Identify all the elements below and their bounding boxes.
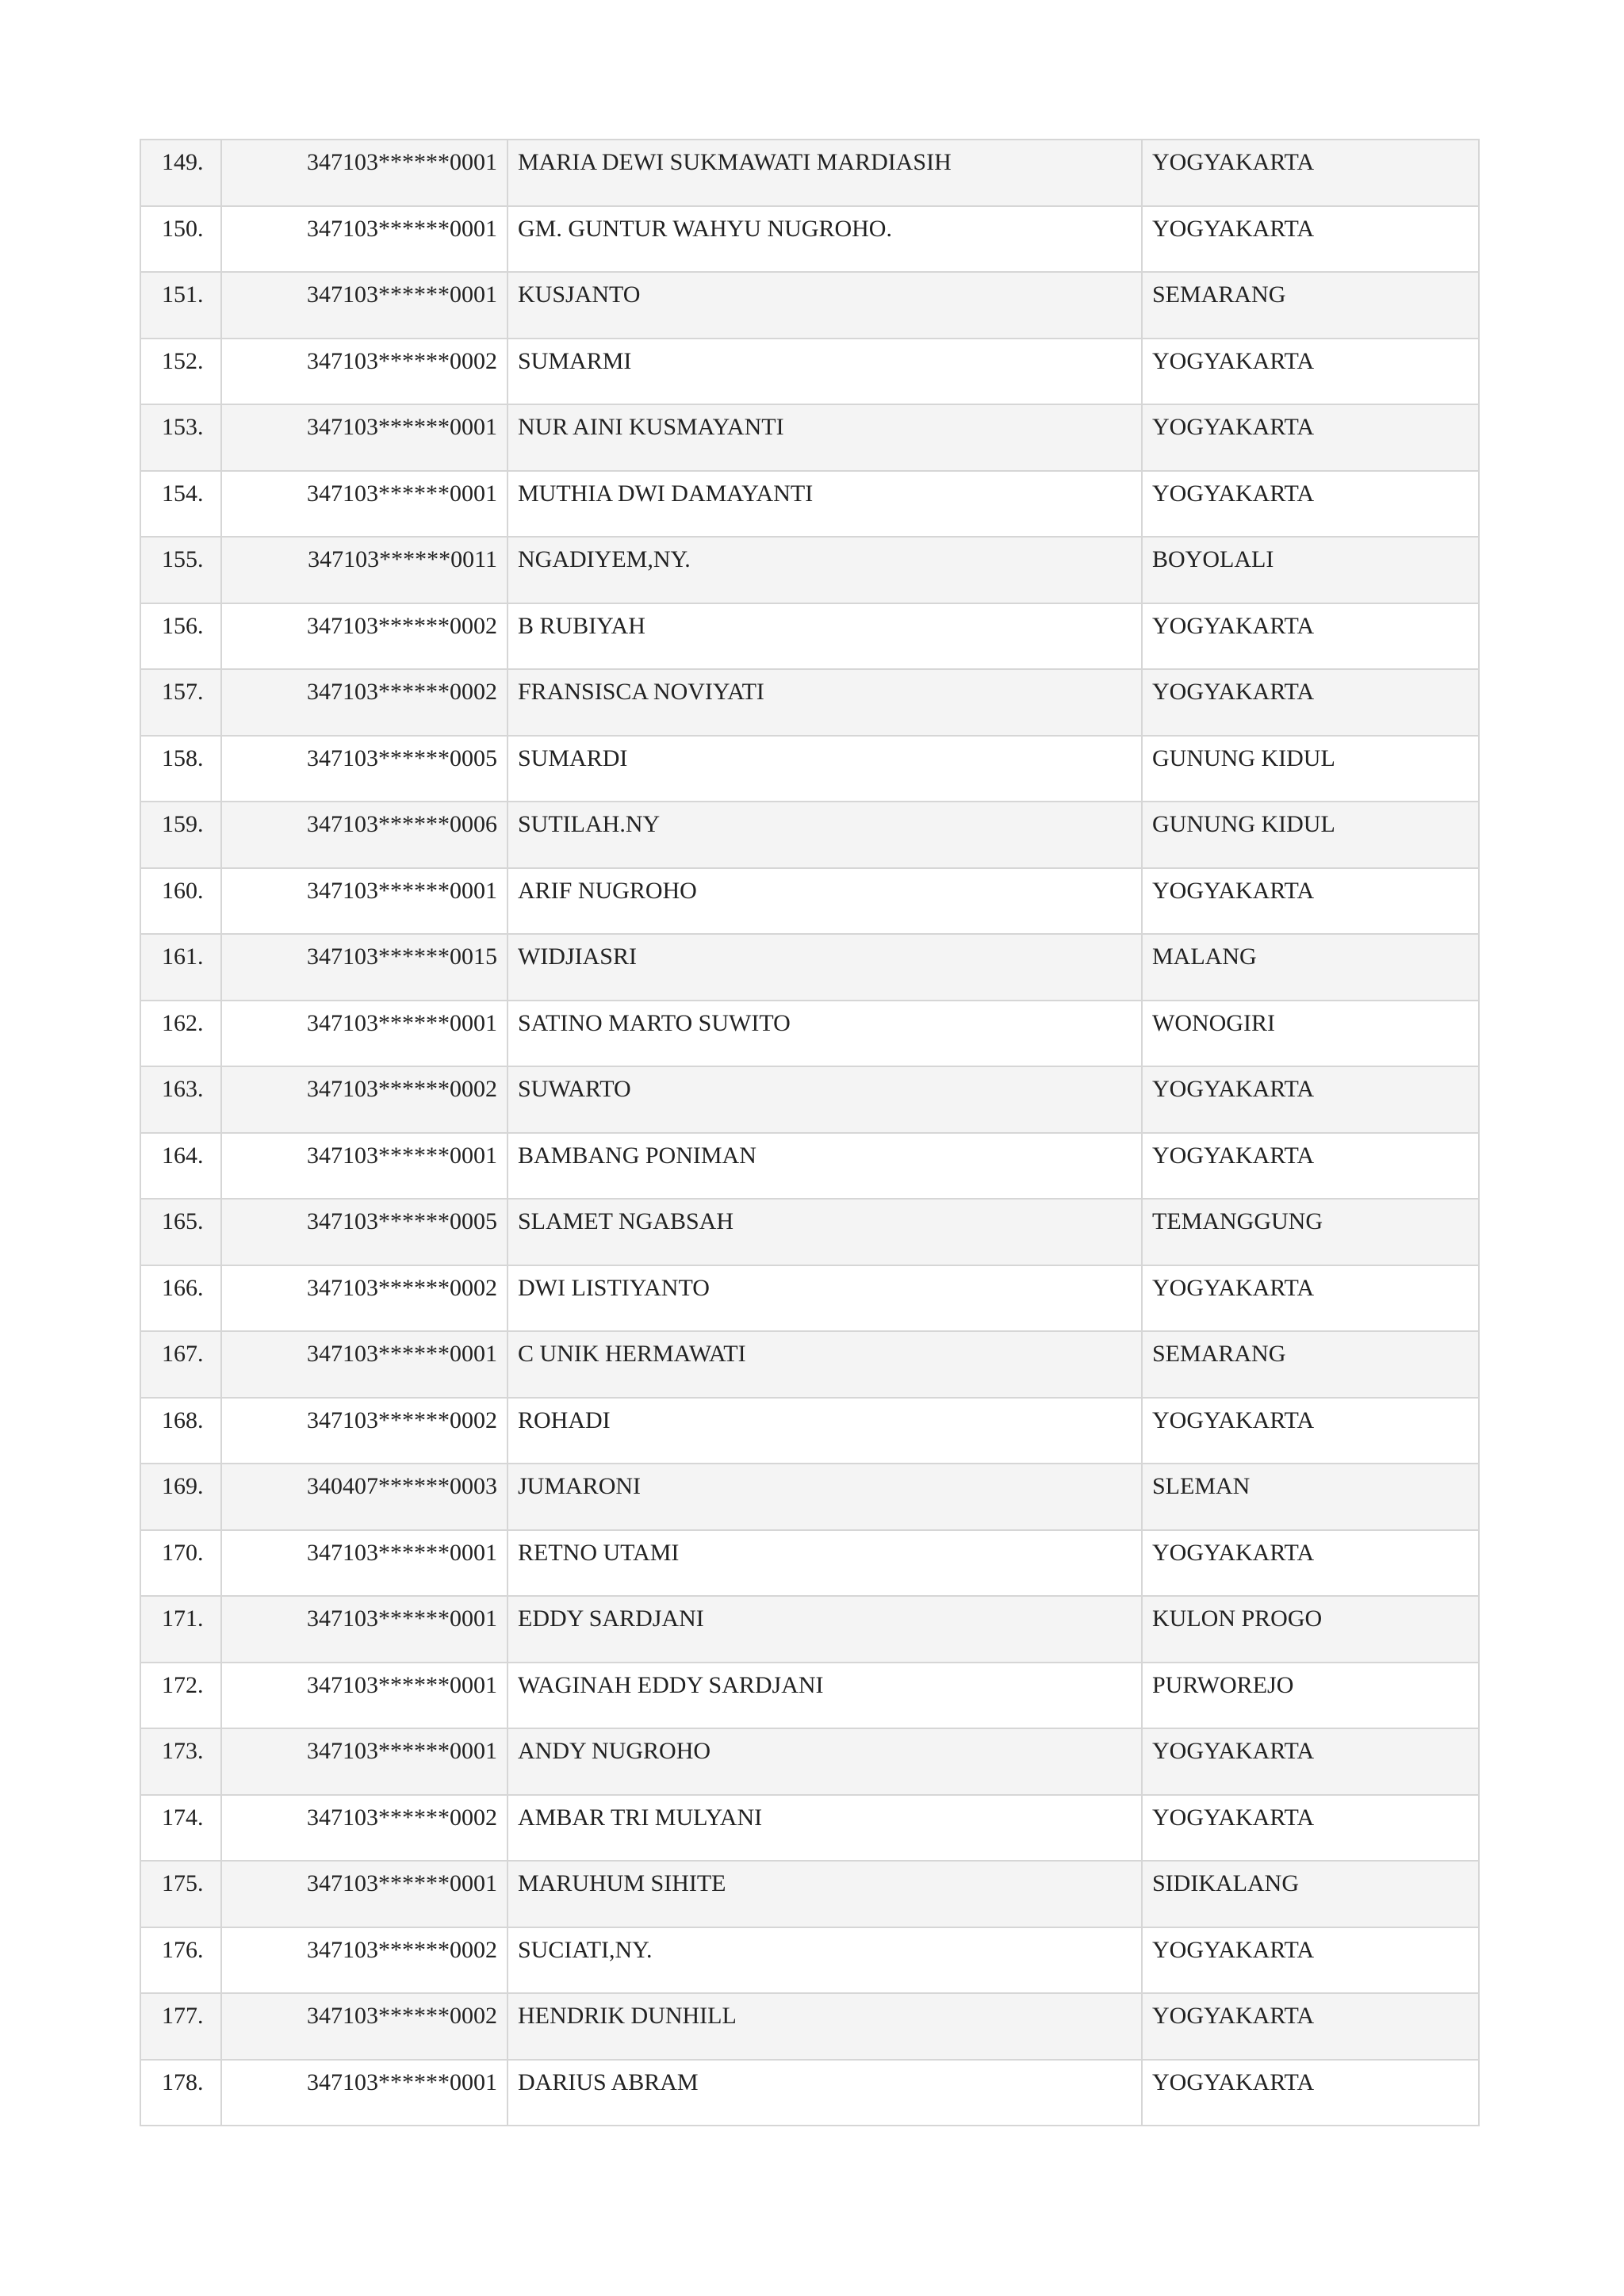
nik-cell: 347103******0002: [221, 603, 508, 670]
name-cell: GM. GUNTUR WAHYU NUGROHO.: [508, 206, 1142, 273]
row-number-cell: 166.: [140, 1265, 221, 1332]
table-row: [140, 1464, 1479, 1530]
nik-cell: 347103******0006: [221, 802, 508, 868]
row-number-cell: 161.: [140, 934, 221, 1001]
row-number-cell: 165.: [140, 1199, 221, 1265]
name-cell: BAMBANG PONIMAN: [508, 1133, 1142, 1200]
table-row: [140, 1398, 1479, 1464]
table-row: [140, 1199, 1479, 1265]
city-cell: YOGYAKARTA: [1142, 140, 1479, 206]
nik-cell: 347103******0001: [221, 471, 508, 538]
row-number-cell: 150.: [140, 206, 221, 273]
nik-cell: 347103******0005: [221, 1199, 508, 1265]
name-cell: ROHADI: [508, 1398, 1142, 1464]
name-cell: C UNIK HERMAWATI: [508, 1331, 1142, 1398]
city-cell: GUNUNG KIDUL: [1142, 736, 1479, 802]
nik-cell: 347103******0001: [221, 2060, 508, 2126]
nik-cell: 347103******0002: [221, 1066, 508, 1133]
nik-cell: 347103******0001: [221, 1663, 508, 1729]
city-cell: YOGYAKARTA: [1142, 1066, 1479, 1133]
nik-cell: 347103******0001: [221, 1728, 508, 1795]
nik-cell: 340407******0003: [221, 1464, 508, 1530]
nik-cell: 347103******0002: [221, 339, 508, 405]
city-cell: YOGYAKARTA: [1142, 1795, 1479, 1862]
nik-cell: 347103******0015: [221, 934, 508, 1001]
city-cell: YOGYAKARTA: [1142, 1133, 1479, 1200]
nik-cell: 347103******0011: [221, 537, 508, 603]
table-row: [140, 669, 1479, 736]
name-cell: ANDY NUGROHO: [508, 1728, 1142, 1795]
name-cell: FRANSISCA NOVIYATI: [508, 669, 1142, 736]
nik-cell: 347103******0005: [221, 736, 508, 802]
table-row: [140, 603, 1479, 670]
table-row: [140, 2060, 1479, 2126]
name-cell: SLAMET NGABSAH: [508, 1199, 1142, 1265]
name-cell: DWI LISTIYANTO: [508, 1265, 1142, 1332]
city-cell: YOGYAKARTA: [1142, 471, 1479, 538]
city-cell: YOGYAKARTA: [1142, 669, 1479, 736]
table-row: [140, 1663, 1479, 1729]
row-number-cell: 162.: [140, 1001, 221, 1067]
row-number-cell: 173.: [140, 1728, 221, 1795]
table-row: [140, 1530, 1479, 1597]
row-number-cell: 174.: [140, 1795, 221, 1862]
nik-cell: 347103******0001: [221, 140, 508, 206]
row-number-cell: 175.: [140, 1861, 221, 1927]
name-cell: MARIA DEWI SUKMAWATI MARDIASIH: [508, 140, 1142, 206]
city-cell: YOGYAKARTA: [1142, 603, 1479, 670]
name-cell: KUSJANTO: [508, 272, 1142, 339]
name-cell: MARUHUM SIHITE: [508, 1861, 1142, 1927]
row-number-cell: 158.: [140, 736, 221, 802]
row-number-cell: 152.: [140, 339, 221, 405]
city-cell: WONOGIRI: [1142, 1001, 1479, 1067]
nik-cell: 347103******0002: [221, 1398, 508, 1464]
row-number-cell: 177.: [140, 1993, 221, 2060]
row-number-cell: 170.: [140, 1530, 221, 1597]
row-number-cell: 167.: [140, 1331, 221, 1398]
nik-cell: 347103******0001: [221, 1861, 508, 1927]
name-cell: NUR AINI KUSMAYANTI: [508, 404, 1142, 471]
table-row: [140, 1993, 1479, 2060]
row-number-cell: 176.: [140, 1927, 221, 1994]
table-row: [140, 802, 1479, 868]
nik-cell: 347103******0002: [221, 669, 508, 736]
table-row: [140, 1331, 1479, 1398]
table-row: [140, 140, 1479, 206]
table-row: [140, 537, 1479, 603]
name-cell: NGADIYEM,NY.: [508, 537, 1142, 603]
table-body: [140, 140, 1479, 2126]
table-row: [140, 736, 1479, 802]
table-row: [140, 1596, 1479, 1663]
nik-cell: 347103******0001: [221, 868, 508, 935]
city-cell: GUNUNG KIDUL: [1142, 802, 1479, 868]
row-number-cell: 159.: [140, 802, 221, 868]
city-cell: YOGYAKARTA: [1142, 206, 1479, 273]
row-number-cell: 151.: [140, 272, 221, 339]
nik-cell: 347103******0001: [221, 1530, 508, 1597]
row-number-cell: 163.: [140, 1066, 221, 1133]
row-number-cell: 156.: [140, 603, 221, 670]
city-cell: YOGYAKARTA: [1142, 2060, 1479, 2126]
city-cell: YOGYAKARTA: [1142, 1993, 1479, 2060]
nik-cell: 347103******0001: [221, 1001, 508, 1067]
name-cell: MUTHIA DWI DAMAYANTI: [508, 471, 1142, 538]
table-row: [140, 339, 1479, 405]
name-cell: SUMARDI: [508, 736, 1142, 802]
row-number-cell: 154.: [140, 471, 221, 538]
name-cell: EDDY SARDJANI: [508, 1596, 1142, 1663]
row-number-cell: 160.: [140, 868, 221, 935]
name-cell: B RUBIYAH: [508, 603, 1142, 670]
nik-cell: 347103******0001: [221, 1596, 508, 1663]
city-cell: TEMANGGUNG: [1142, 1199, 1479, 1265]
city-cell: BOYOLALI: [1142, 537, 1479, 603]
table-row: [140, 471, 1479, 538]
nik-cell: 347103******0001: [221, 404, 508, 471]
nik-cell: 347103******0001: [221, 1133, 508, 1200]
row-number-cell: 164.: [140, 1133, 221, 1200]
name-cell: SUWARTO: [508, 1066, 1142, 1133]
city-cell: SEMARANG: [1142, 272, 1479, 339]
name-cell: SUTILAH.NY: [508, 802, 1142, 868]
table-row: [140, 868, 1479, 935]
table-row: [140, 1861, 1479, 1927]
city-cell: YOGYAKARTA: [1142, 1530, 1479, 1597]
name-cell: AMBAR TRI MULYANI: [508, 1795, 1142, 1862]
city-cell: PURWOREJO: [1142, 1663, 1479, 1729]
table-row: [140, 206, 1479, 273]
voter-list-table: [140, 139, 1480, 2126]
row-number-cell: 172.: [140, 1663, 221, 1729]
city-cell: YOGYAKARTA: [1142, 1728, 1479, 1795]
row-number-cell: 155.: [140, 537, 221, 603]
city-cell: KULON PROGO: [1142, 1596, 1479, 1663]
table-row: [140, 404, 1479, 471]
table-row: [140, 1133, 1479, 1200]
row-number-cell: 157.: [140, 669, 221, 736]
row-number-cell: 149.: [140, 140, 221, 206]
nik-cell: 347103******0001: [221, 206, 508, 273]
row-number-cell: 178.: [140, 2060, 221, 2126]
name-cell: JUMARONI: [508, 1464, 1142, 1530]
name-cell: SUCIATI,NY.: [508, 1927, 1142, 1994]
city-cell: YOGYAKARTA: [1142, 1265, 1479, 1332]
city-cell: YOGYAKARTA: [1142, 1398, 1479, 1464]
city-cell: MALANG: [1142, 934, 1479, 1001]
city-cell: SIDIKALANG: [1142, 1861, 1479, 1927]
nik-cell: 347103******0002: [221, 1927, 508, 1994]
row-number-cell: 171.: [140, 1596, 221, 1663]
table-row: [140, 1066, 1479, 1133]
nik-cell: 347103******0002: [221, 1265, 508, 1332]
name-cell: RETNO UTAMI: [508, 1530, 1142, 1597]
row-number-cell: 153.: [140, 404, 221, 471]
table-row: [140, 1728, 1479, 1795]
row-number-cell: 169.: [140, 1464, 221, 1530]
city-cell: YOGYAKARTA: [1142, 339, 1479, 405]
nik-cell: 347103******0002: [221, 1795, 508, 1862]
table-row: [140, 1927, 1479, 1994]
city-cell: SLEMAN: [1142, 1464, 1479, 1530]
table-row: [140, 272, 1479, 339]
city-cell: YOGYAKARTA: [1142, 1927, 1479, 1994]
name-cell: SUMARMI: [508, 339, 1142, 405]
name-cell: SATINO MARTO SUWITO: [508, 1001, 1142, 1067]
city-cell: SEMARANG: [1142, 1331, 1479, 1398]
nik-cell: 347103******0001: [221, 272, 508, 339]
nik-cell: 347103******0001: [221, 1331, 508, 1398]
name-cell: DARIUS ABRAM: [508, 2060, 1142, 2126]
nik-cell: 347103******0002: [221, 1993, 508, 2060]
city-cell: YOGYAKARTA: [1142, 404, 1479, 471]
city-cell: YOGYAKARTA: [1142, 868, 1479, 935]
row-number-cell: 168.: [140, 1398, 221, 1464]
name-cell: HENDRIK DUNHILL: [508, 1993, 1142, 2060]
name-cell: WIDJIASRI: [508, 934, 1142, 1001]
name-cell: WAGINAH EDDY SARDJANI: [508, 1663, 1142, 1729]
table-row: [140, 1001, 1479, 1067]
name-cell: ARIF NUGROHO: [508, 868, 1142, 935]
table-row: [140, 1795, 1479, 1862]
table-row: [140, 934, 1479, 1001]
table-row: [140, 1265, 1479, 1332]
